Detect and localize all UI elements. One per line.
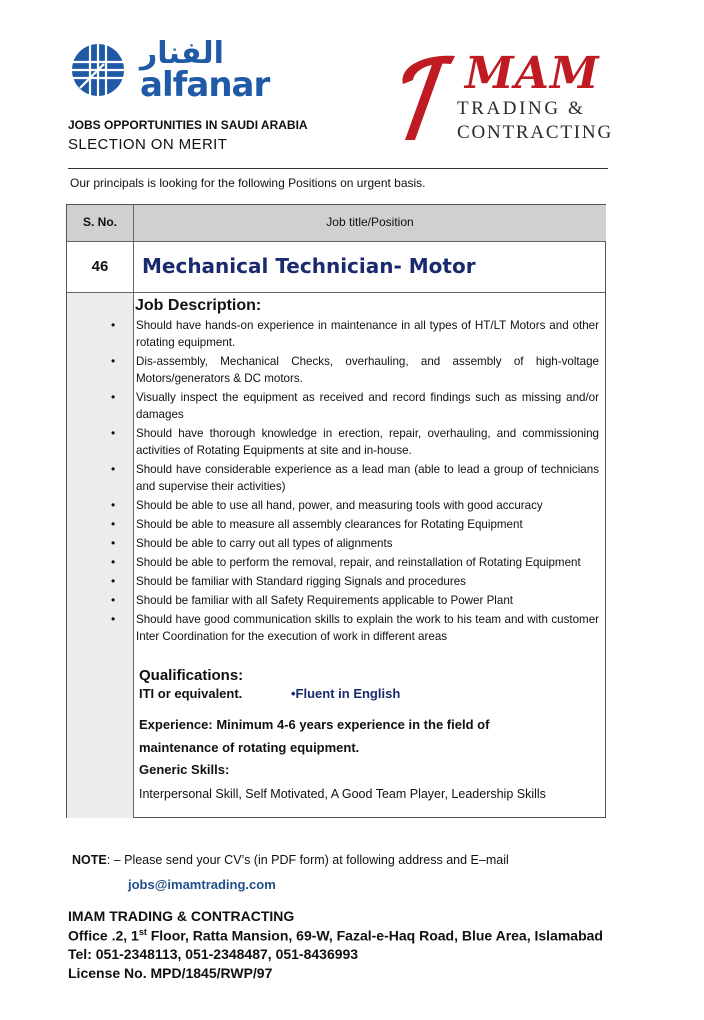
header-divider xyxy=(68,168,608,169)
duty-list xyxy=(67,317,607,647)
list-item: • Should have considerable experience as a lead man (able to lead a group of technicians and supervise their activities) xyxy=(111,462,599,493)
imam-logo-contracting: CONTRACTING xyxy=(457,122,613,143)
jobs-heading: JOBS OPPORTUNITIES IN SAUDI ARABIA xyxy=(68,118,308,132)
experience-line-1: Experience: Minimum 4-6 years experience in the field of xyxy=(139,717,490,732)
imam-logo-mam: MAM xyxy=(465,48,600,99)
list-item: • Should be familiar with Standard rigging Signals and procedures xyxy=(111,574,466,588)
job-table xyxy=(66,204,606,818)
list-item: • Should be able to use all hand, power, and measuring tools with good accuracy xyxy=(111,498,543,512)
imam-logo-trading: TRADING & xyxy=(457,98,586,119)
list-item: • Visually inspect the equipment as received and record findings such as missing and/or damages xyxy=(111,390,599,421)
row-divider xyxy=(67,292,605,293)
alfanar-wordmark: alfanar xyxy=(140,65,270,105)
qualification-fluent-english: •Fluent in English xyxy=(291,686,401,701)
intro-text: Our principals is looking for the following Positions on urgent basis. xyxy=(70,176,426,190)
company-telephone: Tel: 051-2348113, 051-2348487, 051-8436993 xyxy=(68,946,359,962)
note-text: NOTE: – Please send your CV’s (in PDF form) at following address and E–mail xyxy=(72,853,509,867)
column-header-title: Job title/Position xyxy=(326,215,414,229)
list-item: • Dis-assembly, Mechanical Checks, overhauling, and assembly of high-voltage Motors/generators & DC motors. xyxy=(111,354,599,385)
list-item: • Should be able to carry out all types of alignments xyxy=(111,536,393,550)
alfanar-globe-icon xyxy=(70,42,130,98)
company-name: IMAM TRADING & CONTRACTING xyxy=(68,908,295,924)
list-item: • Should have thorough knowledge in erection, repair, overhauling, and commissioning activities of Rotating Equipments at site and in-house. xyxy=(111,426,599,457)
selection-heading: SLECTION ON MERIT xyxy=(68,136,228,153)
contact-email[interactable]: jobs@imamtrading.com xyxy=(128,877,276,892)
alfanar-logo xyxy=(70,36,270,105)
generic-skills-values: Interpersonal Skill, Self Motivated, A Good Team Player, Leadership Skills xyxy=(139,787,546,801)
row-divider xyxy=(67,241,605,242)
list-item: • Should have hands-on experience in maintenance in all types of HT/LT Motors and other rotating equipment. xyxy=(111,318,599,349)
row-number: 46 xyxy=(91,258,109,275)
job-description-label: Job Description: xyxy=(135,297,262,314)
list-item: • Should be familiar with all Safety Requirements applicable to Power Plant xyxy=(111,593,513,607)
qualification-iti: ITI or equivalent. xyxy=(139,686,243,701)
job-title: Mechanical Technician- Motor xyxy=(142,254,476,278)
imam-logo xyxy=(385,48,615,158)
qualifications-label: Qualifications: xyxy=(139,667,244,684)
alfanar-arabic-wordmark: الفنار xyxy=(140,36,224,71)
list-item: • Should have good communication skills to explain the work to his team and with customer Inter Coordination for the execution of work in different areas xyxy=(111,612,599,643)
generic-skills-label: Generic Skills: xyxy=(139,762,230,777)
list-item: • Should be able to measure all assembly clearances for Rotating Equipment xyxy=(111,517,523,531)
list-item: • Should be able to perform the removal, repair, and reinstallation of Rotating Equipment xyxy=(111,555,581,569)
company-address: Office .2, 1st Floor, Ratta Mansion, 69-W, Fazal-e-Haq Road, Blue Area, Islamabad xyxy=(68,927,603,944)
license-number: License No. MPD/1845/RWP/97 xyxy=(68,965,273,981)
column-header-sno: S. No. xyxy=(82,215,117,229)
imam-i-swoosh-icon xyxy=(385,48,465,148)
experience-line-2: maintenance of rotating equipment. xyxy=(139,740,360,755)
